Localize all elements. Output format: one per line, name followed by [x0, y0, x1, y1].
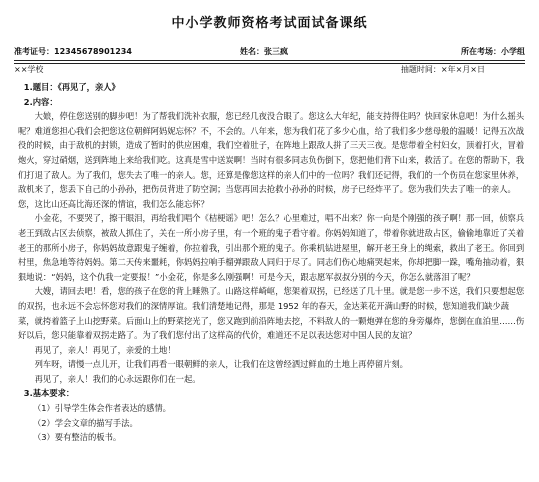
draw-time: 抽题时间：×年×月×日: [400, 65, 485, 74]
requirements-label: 3.基本要求：: [23, 388, 75, 399]
paragraph-5: 列车呀，请慢一点儿开，让我们再看一眼朝鲜的亲人，让我们在这曾经洒过鲜血的土地上再停留片刻。: [34, 359, 408, 370]
content-label: 2.内容：: [23, 96, 58, 107]
paragraph-2: 小金花，不要哭了，擦干眼泪，再给我们唱个《桔梗谣》吧！怎么？心里难过，唱不出来？你一向是个刚强的孩子啊！那一回，侦察兵老王到敌占区去侦察，被敌人抓住了，关在一所小房子里，有一个班的鬼子看守着。你妈妈知道了，带着你就进敌占区，偷偷地靠近了关着老王的那所小房子，你妈妈故意跟鬼子缠着，你拉着我，引出那个班的鬼子。你乘机钻进屋里，解开老王身上的绳索，救出了老王。你回到村里，焦急地等待妈妈。第二天传来噩耗，你妈妈拉响手榴弹跟敌人同归于尽了。同志们伤心地痛哭起来，你却把脚一跺，嘴角抽动着，狠狠地说：“妈妈，这个仇我一定要报！”小金花，你是多么刚强啊！可是今天，跟志愿军叔叔分别的今天，你怎么就落泪了呢？: [18, 213, 525, 282]
header-divider-top: [14, 60, 525, 61]
candidate-name: 姓名：张三疯: [240, 47, 288, 56]
exam-number: 准考证号：12345678901234: [14, 47, 132, 56]
paragraph-1: 大娘，停住您送别的脚步吧！为了帮我们洗补衣服，您已经几夜没合眼了。您这么大年纪，能支持得住吗？快回家休息吧！为什么摇头呢？难道您担心我们会把您这位朝鲜阿妈妮忘怀？不，不会的。八年来，您为我们花了多少心血，给了我们多少慈母般的温暖！记得五次战役的时候，由于敌机的封锁，造成了暂时的供应困难，我们空着肚子，在阵地上跟敌人拼了三天三夜。是您带着全村妇女，顶着打火，冒着炮火，穿过硝烟，送到阵地上来给我们吃。这真是雪中送炭啊！当时有很多同志负伤倒下，您把他们背下山来，救活了。在您的帮助下，我们打退了敌人。为了我们，您失去了唯一的亲人。您，还算是像您这样的亲人们中的一位吗？我们还记得，我们的一个伤员在您家里休养，敌机来了，您丢下自己的小孙孙，把伤员背进了防空洞；当您再回去抢救小孙孙的时候，房子已经炸平了。您为我们失去了唯一的亲人。您，这比山还高比海还深的情谊，我们怎么能忘怀？: [18, 111, 525, 209]
paragraph-4: 再见了，亲人！再见了，亲爱的土地！: [34, 344, 176, 355]
page-title: 中小学教师资格考试面试备课纸: [171, 16, 368, 31]
requirement-item-3: （3）要有整洁的板书。: [32, 432, 122, 443]
requirement-item-1: （1）引导学生体会作者表达的感情。: [32, 403, 171, 414]
document-body: [18, 80, 525, 445]
candidate-info-row: [14, 46, 525, 60]
paragraph-3: 大嫂，请回去吧！看，您的孩子在您的背上睡熟了。山路这样崎岖，您架着双拐，已经送了几十里。就是您一步不送，我们只要想起您的双拐，也永远不会忘怀您对我们的深情厚谊。我们清楚地记得，那是 1952 年的春天，金达莱花开满山野的时候，您知道我们缺少蔬菜，就挎着篮子上山挖野菜。后面山上的野菜挖光了，您又跑到前沿阵地去挖，不料敌人的一颗炮弹在您的身旁爆炸，您倒在血泊里……伤好以后，您只能靠着双拐走路了。为了我们您付出了这样高的代价，难道还不足以表达您对中国人民的友谊？: [18, 286, 525, 341]
exam-site: 所在考场：小学组: [461, 47, 525, 56]
school-time-row: [14, 64, 525, 76]
topic-line: 1.题目：《再见了，亲人》: [23, 82, 120, 92]
requirement-item-2: （2）学会文章的描写手法。: [32, 417, 138, 428]
school-name: ××学校: [14, 65, 44, 74]
paragraph-6: 再见了，亲人！我们的心永远跟你们在一起。: [34, 373, 201, 384]
